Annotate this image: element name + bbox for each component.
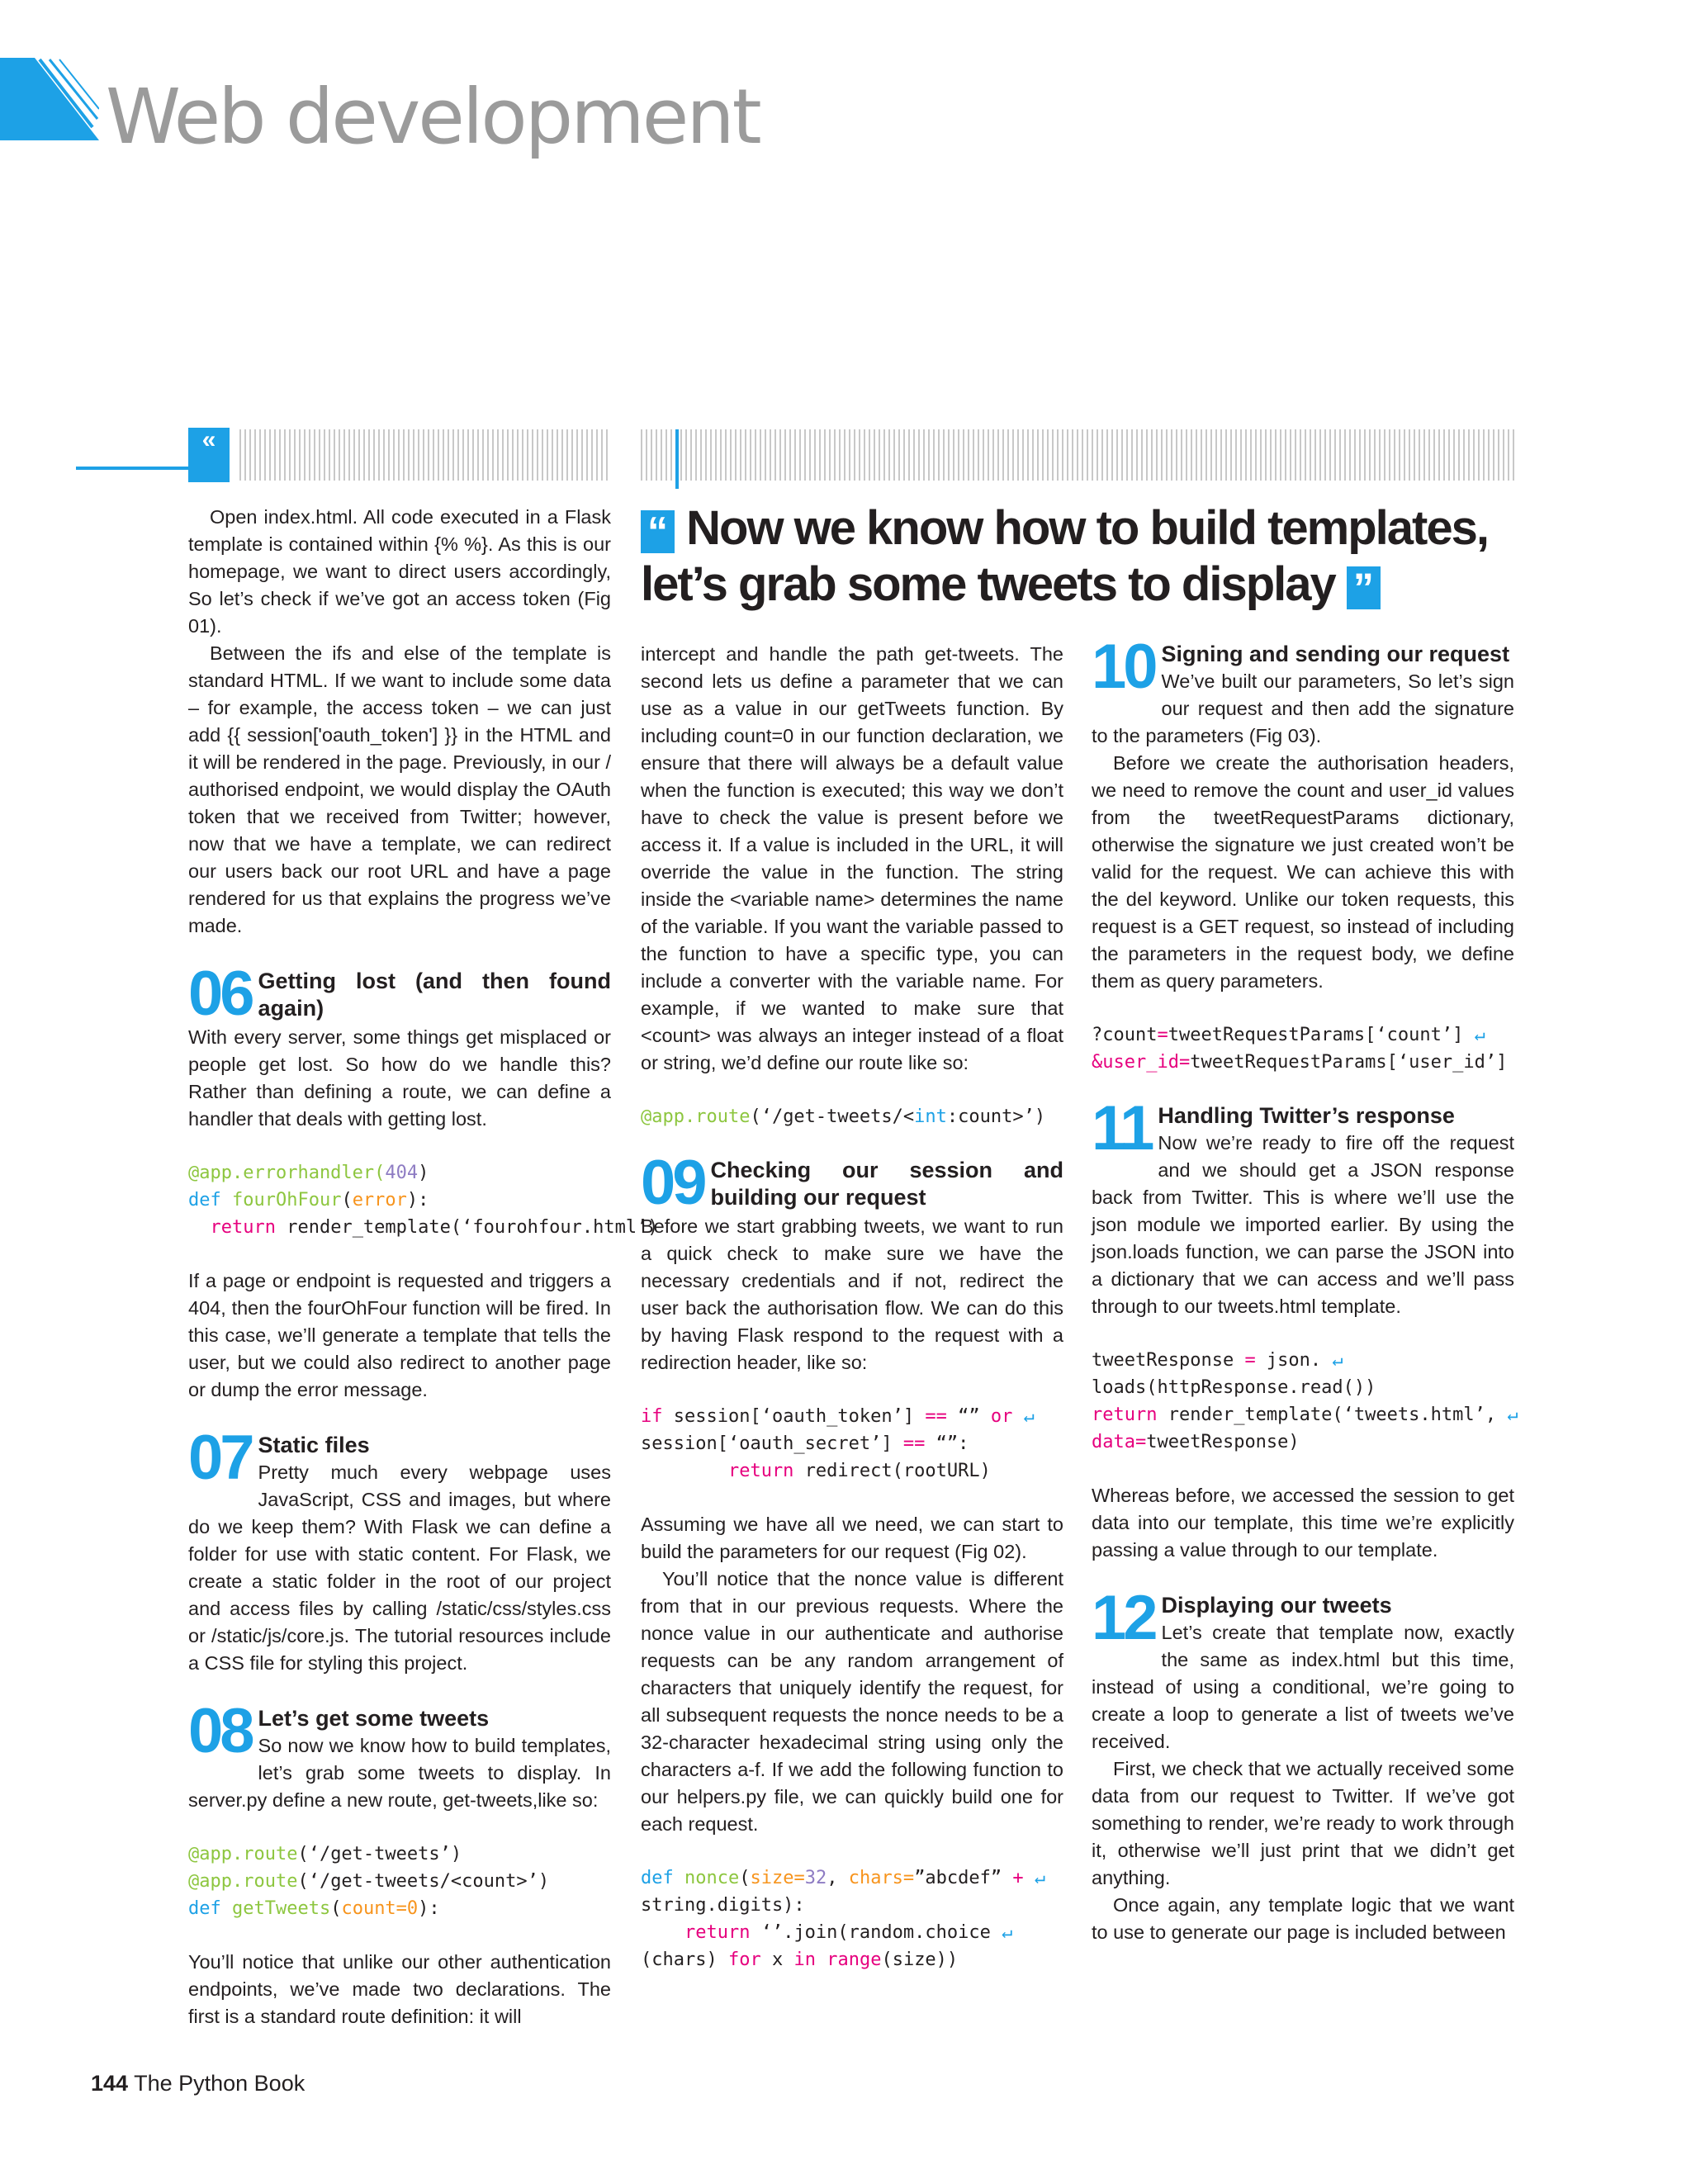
step-number: 06: [188, 959, 252, 1029]
step-number: 10: [1092, 632, 1155, 702]
step-title: Checking our session and building our request: [710, 1158, 1063, 1210]
paragraph: Once again, any template logic that we want to use to generate our page is included between: [1092, 1894, 1514, 1943]
step-title: Handling Twitter’s response: [1158, 1103, 1455, 1128]
section-title: Web development: [106, 73, 760, 161]
step-title: Let’s get some tweets: [258, 1706, 490, 1731]
paragraph: Between the ifs and else of the template is standard HTML. If we want to include some data – for example, the access token – we can just add {{ session['oauth_token'] }} in the HTML and it will be rendered in the page. Previously, in our / authorised endpoint, we would display the OAuth token that we received from Twitter; however, now that we have a template, we can redirect our users back our root URL and have a page rendered for us that explains the progress we’ve made.: [188, 642, 611, 936]
paragraph: With every server, some things get misplaced or people get lost. So how do we handle this? Rather than defining a route, we can define a handler that deals with getting lost.: [188, 1026, 611, 1130]
step-10: [1092, 632, 1514, 750]
code-block: @app.errorhandler(404) def fourOhFour(error): return render_template(‘fourohfour.html’): [188, 1163, 659, 1238]
paragraph: Now we’re ready to fire off the request and we should get a JSON response back from Twitter. This is where we’ll use the json module we imported earlier. By using the json.loads function, we can parse the JSON into a dictionary that we can access and we’ll pass through to our tweets.html template.: [1092, 1132, 1514, 1317]
column-3: [1092, 632, 1518, 1946]
code-block: ?count=tweetRequestParams[‘count’] ↵ &user_id=tweetRequestParams[‘user_id’]: [1092, 1025, 1508, 1073]
section-flag-icon: [0, 58, 99, 140]
paragraph: So now we know how to build templates, let’s grab some tweets to display. In server.py define a new route, get-tweets,like so:: [188, 1735, 611, 1811]
paragraph: intercept and handle the path get-tweets. The second lets us define a parameter that we can use as a value in our getTweets function. By including count=0 in our function declaration, we ensure that there will always be a default value when the function is executed; this way we don’t have to check the value is present before we access it. If a value is included in the URL, it will override the value in the function. The string inside the <variable name> determines the name of the variable. If you want the variable passed to the function to have a specific type, you can include a converter with the variable name. For example, if we wanted to make sure that <count> was always an integer instead of a float or string, we’d define our route like so:: [641, 643, 1063, 1073]
line-continue-icon: ↵: [1332, 1350, 1343, 1371]
line-continue-icon: ↵: [1507, 1405, 1518, 1425]
rule-line: [76, 467, 192, 470]
step-number: 07: [188, 1423, 252, 1493]
column-1: [188, 504, 659, 2030]
step-title: Static files: [258, 1433, 370, 1457]
step-11: [1092, 1093, 1514, 1320]
step-number: 12: [1092, 1583, 1155, 1653]
paragraph: Pretty much every webpage uses JavaScript, CSS and images, but where do we keep them? With Flask we can define a folder for use with static content. For Flask, we create a static folder in the root of our project and access files by calling /static/css/styles.css or /static/js/core.js. The tutorial resources include a CSS file for styling this project.: [188, 1462, 611, 1674]
rule-hatch-right: [641, 429, 1516, 481]
pull-quote-text: Now we know how to build templates, let’s grab some tweets to display: [641, 501, 1488, 611]
code-block: @app.route(‘/get-tweets’) @app.route(‘/get-tweets/<count>’) def getTweets(count=0):: [188, 1844, 550, 1919]
line-continue-icon: ↵: [1012, 1406, 1035, 1427]
line-continue-icon: ↵: [1023, 1868, 1046, 1888]
rule-tick: [675, 429, 679, 489]
paragraph: Open index.html. All code executed in a Flask template is contained within {% %}. As this is our homepage, we want to direct users accordingly, So let’s check if we’ve got an access token (Fig 01).: [188, 506, 611, 637]
column-2: [641, 641, 1063, 2000]
step-title: Displaying our tweets: [1161, 1593, 1392, 1618]
chevron-icon: «: [188, 428, 230, 482]
paragraph: Assuming we have all we need, we can start to build the parameters for our request (Fig 02).: [641, 1514, 1063, 1562]
line-continue-icon: ↵: [990, 1922, 1013, 1943]
step-title: Getting lost (and then found again): [258, 969, 611, 1021]
page-footer: [91, 2071, 305, 2096]
code-block: @app.route(‘/get-tweets/<int:count>’): [641, 1106, 1046, 1127]
step-08: [188, 1696, 611, 1814]
rule-hatch-left: [239, 429, 611, 481]
code-block: tweetResponse = json. ↵ loads(httpResponse.read()) return render_template(‘tweets.html’, ↵ data=tweetResponse): [1092, 1350, 1518, 1452]
step-number: 08: [188, 1696, 252, 1766]
code-block: if session[‘oauth_token’] == “” or ↵ session[‘oauth_secret’] == “”: return redirect(rootURL): [641, 1406, 1035, 1481]
step-07: [188, 1423, 611, 1677]
page-number: 144: [91, 2071, 129, 2096]
paragraph: Before we start grabbing tweets, we want to run a quick check to make sure we have the necessary credentials and if not, redirect the user back the authorisation flow. We can do this by having Flask respond to the request with a redirection header, like so:: [641, 1215, 1063, 1373]
close-quote-icon: ”: [1347, 566, 1381, 609]
step-number: 09: [641, 1148, 704, 1218]
paragraph: You’ll notice that unlike our other authentication endpoints, we’ve made two declarations. The first is a standard route definition: it will: [188, 1951, 611, 2027]
step-title: Signing and sending our request: [1161, 642, 1510, 666]
open-quote-icon: “: [641, 510, 675, 553]
code-block: def nonce(size=32, chars=”abcdef” + ↵ string.digits): return ‘’.join(random.choice ↵ (chars) for x in range(size)): [641, 1868, 1046, 1970]
paragraph: First, we check that we actually received some data from our request to Twitter. If we’ve got something to render, we’re ready to work through it, otherwise we’ll just print that we didn’t get anything.: [1092, 1758, 1514, 1888]
paragraph: Let’s create that template now, exactly the same as index.html but this time, instead of using a conditional, we’re going to create a loop to generate a list of tweets we’ve received.: [1092, 1622, 1514, 1752]
book-title: The Python Book: [134, 2071, 306, 2096]
paragraph: You’ll notice that the nonce value is different from that in our previous requests. Where the nonce value in our authenticate and authorise requests can be any random arrangement of characters that uniquely identify the request, for all subsequent requests the nonce needs to be a 32-character hexadecimal string using only the characters a-f. If we add the following function to our helpers.py file, we can quickly build one for each request.: [641, 1568, 1063, 1835]
line-continue-icon: ↵: [1474, 1025, 1485, 1045]
step-12: [1092, 1583, 1514, 1755]
step-number: 11: [1092, 1093, 1152, 1163]
paragraph: Before we create the authorisation headers, we need to remove the count and user_id values from the tweetRequestParams dictionary, otherwise the signature we just created won’t be valid for the request. We can achieve this with the del keyword. Unlike our token requests, this request is a GET request, so instead of including the parameters in the request body, we define them as query parameters.: [1092, 752, 1514, 992]
step-09: [641, 1148, 1063, 1376]
pull-quote: [641, 500, 1524, 613]
step-06: [188, 959, 611, 1133]
paragraph: If a page or endpoint is requested and triggers a 404, then the fourOhFour function will be fired. In this case, we’ll generate a template that tells the user, but we could also redirect to another page or dump the error message.: [188, 1270, 611, 1400]
paragraph: Whereas before, we accessed the session to get data into our template, this time we’re explicitly passing a value through to our template.: [1092, 1485, 1514, 1561]
paragraph: We’ve built our parameters, So let’s sign our request and then add the signature to the parameters (Fig 03).: [1092, 670, 1514, 746]
